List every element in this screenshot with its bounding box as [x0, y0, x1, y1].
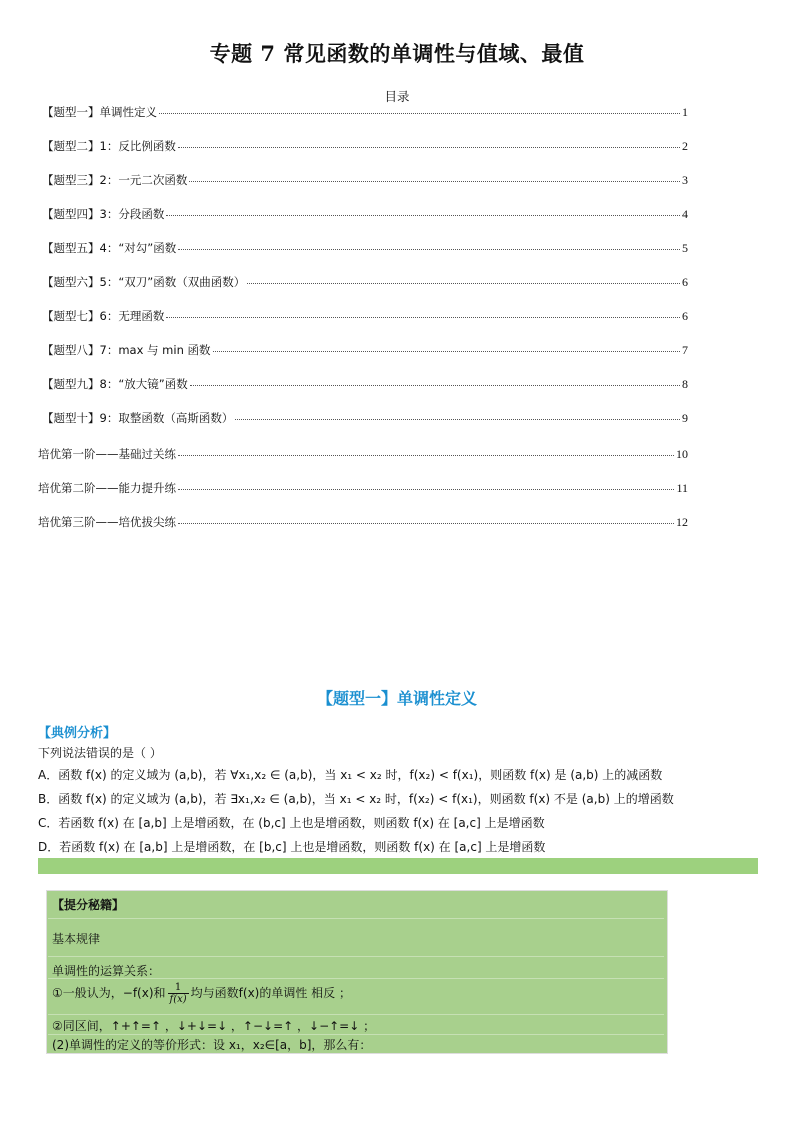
toc-item-page: 11 [676, 481, 688, 495]
tips-line-1-pre: ①一般认为，−f(x)和 [52, 986, 166, 1000]
example-heading: 【典例分析】 [38, 726, 117, 741]
toc-item[interactable] [42, 308, 688, 326]
tips-rule [48, 1034, 664, 1035]
tips-line-1 [52, 982, 351, 1005]
toc-item-label: 【题型五】4：“对勾”函数 [42, 241, 177, 255]
toc-item[interactable] [42, 410, 688, 428]
toc-item[interactable] [38, 446, 688, 464]
toc-item[interactable] [42, 274, 688, 292]
toc-item-label: 培优第三阶——培优拔尖练 [38, 515, 176, 529]
toc-leader-dots [159, 103, 680, 114]
toc-leader-dots [213, 341, 680, 352]
toc-item-label: 【题型九】8：“放大镜”函数 [42, 377, 188, 391]
fraction [168, 982, 189, 1005]
toc-item-label: 【题型十】9：取整函数（高斯函数） [42, 411, 234, 425]
toc-item[interactable] [38, 480, 688, 498]
toc-item-label: 培优第一阶——基础过关练 [38, 447, 176, 461]
toc-item-page: 10 [676, 447, 688, 461]
toc-item[interactable] [42, 172, 688, 190]
divider-bar [38, 858, 758, 874]
tips-rule [48, 918, 664, 919]
tips-line-1-post: 均与函数f(x)的单调性 相反 ； [190, 986, 351, 1000]
toc-item-label: 【题型二】1：反比例函数 [42, 139, 176, 153]
toc-item-page: 1 [682, 105, 688, 119]
toc-item-page: 8 [682, 377, 688, 391]
toc-item-label: 【题型三】2：一元二次函数 [42, 173, 188, 187]
toc-leader-dots [178, 137, 680, 148]
toc-leader-dots [178, 479, 674, 490]
toc-item[interactable] [38, 514, 688, 532]
toc-item-label: 【题型八】7：max 与 min 函数 [42, 343, 211, 357]
fraction-denominator: f(x) [169, 994, 187, 1005]
toc-leader-dots [178, 513, 674, 524]
section-title: 【题型一】单调性定义 [316, 689, 477, 708]
option-d: D．若函数 f(x) 在 [a,b] 上是增函数，在 [b,c] 上也是增函数，则函数 f(x) 在 [a,c] 上是增函数 [38, 840, 546, 854]
toc-item-page: 2 [682, 139, 688, 153]
toc-leader-dots [247, 273, 680, 284]
toc-leader-dots [235, 409, 680, 420]
toc-leader-dots [189, 171, 680, 182]
toc-item-page: 5 [682, 241, 688, 255]
toc-item-page: 6 [682, 275, 688, 289]
toc-item-page: 6 [682, 309, 688, 323]
page-title: 专题 7 常见函数的单调性与值域、最值 [209, 41, 585, 66]
toc-item-label: 【题型六】5：“双刀”函数（双曲函数） [42, 275, 246, 289]
tips-rule [48, 956, 664, 957]
toc-leader-dots [166, 307, 680, 318]
tips-line-2: ②同区间，↑+↑=↑ ，↓+↓=↓ ，↑−↓=↑ ，↓−↑=↓ ； [52, 1019, 376, 1033]
toc-item-page: 3 [682, 173, 688, 187]
toc-item-label: 【题型一】单调性定义 [42, 105, 157, 119]
toc-heading: 目录 [384, 89, 410, 104]
toc-item-page: 9 [682, 411, 688, 425]
tips-heading: 【提分秘籍】 [52, 898, 125, 912]
toc-leader-dots [166, 205, 680, 216]
toc-item[interactable] [42, 342, 688, 360]
tips-rule-title: 基本规律 [52, 932, 101, 946]
option-c: C．若函数 f(x) 在 [a,b] 上是增函数，在 (b,c] 上也是增函数，则函数 f(x) 在 [a,c] 上是增函数 [38, 816, 545, 830]
option-a: A．函数 f(x) 的定义域为 (a,b)，若 ∀x₁,x₂ ∈ (a,b)，当 x₁ < x₂ 时，f(x₂) < f(x₁)，则函数 f(x) 是 (a,b) 上的减函数 [38, 768, 663, 782]
toc-item[interactable] [42, 138, 688, 156]
toc-item-page: 4 [682, 207, 688, 221]
toc-item[interactable] [42, 104, 688, 122]
tips-ops-title: 单调性的运算关系： [52, 964, 161, 978]
toc-leader-dots [190, 375, 680, 386]
toc-item-label: 【题型四】3：分段函数 [42, 207, 165, 221]
toc-item-label: 【题型七】6：无理函数 [42, 309, 165, 323]
toc-leader-dots [178, 445, 674, 456]
toc-leader-dots [178, 239, 680, 250]
toc-item[interactable] [42, 376, 688, 394]
toc-item[interactable] [42, 206, 688, 224]
tips-rule [48, 1014, 664, 1015]
tips-line-3: (2)单调性的定义的等价形式：设 x₁，x₂∈[a，b]，那么有： [52, 1038, 372, 1052]
toc-item[interactable] [42, 240, 688, 258]
toc-item-page: 12 [676, 515, 688, 529]
toc-item-label: 培优第二阶——能力提升练 [38, 481, 176, 495]
option-b: B．函数 f(x) 的定义域为 (a,b)，若 ∃x₁,x₂ ∈ (a,b)，当 x₁ < x₂ 时，f(x₂) < f(x₁)，则函数 f(x) 不是 (a,b) 上的增函数 [38, 792, 674, 806]
fraction-numerator: 1 [168, 982, 189, 994]
toc-item-page: 7 [682, 343, 688, 357]
question-stem: 下列说法错误的是（ ） [38, 746, 162, 760]
